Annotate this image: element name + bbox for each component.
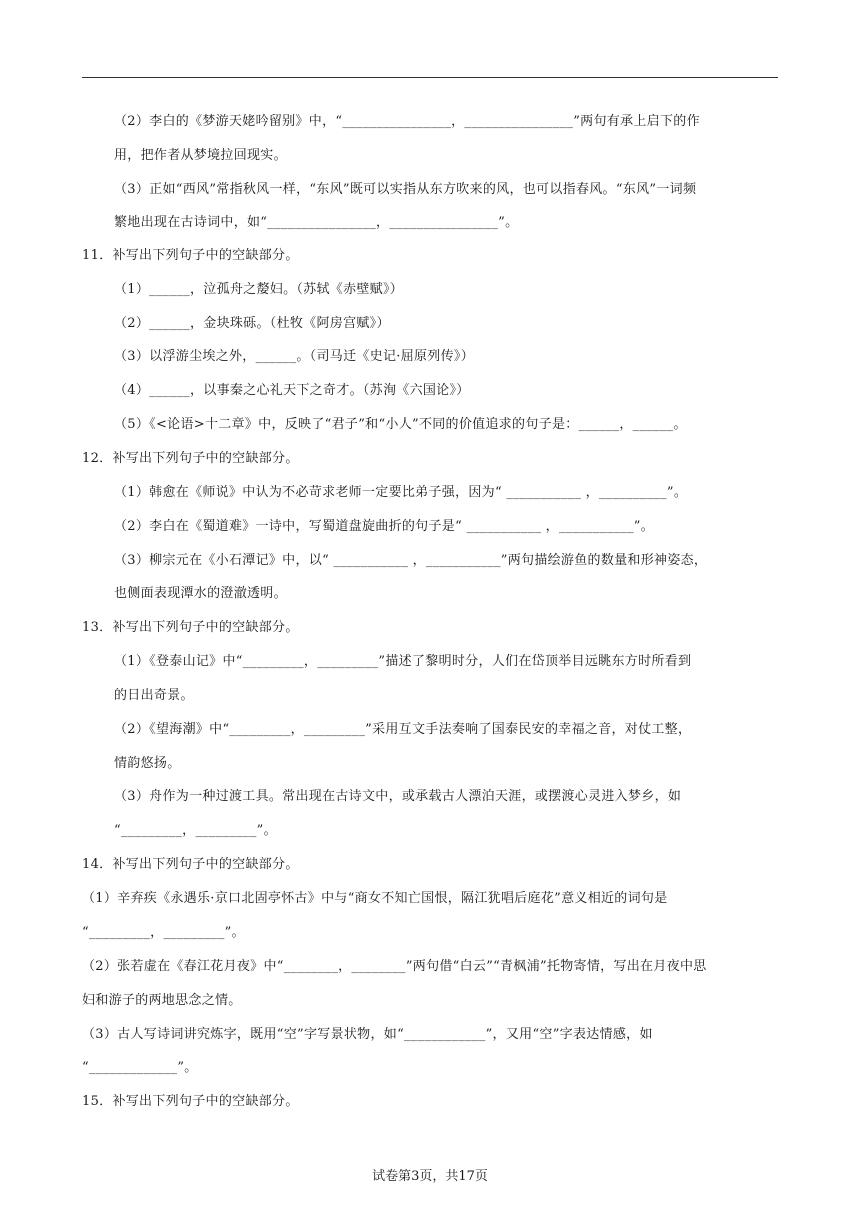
- text-line: （2）______，金块珠砾。（杜牧《阿房宫赋》）: [114, 316, 390, 331]
- text-line: （1）《登泰山记》中“_________，_________”描述了黎明时分，人们在岱顶举目远眺东方时所看到: [114, 654, 692, 669]
- text-line: （3）以浮游尘埃之外，______。（司马迁《史记·屈原列传》）: [114, 349, 475, 364]
- text-line: “_________，_________”。: [114, 823, 277, 838]
- text-line: （2）李白的《梦游天姥吟留别》中，“________________，________________”两句有承上启下的作: [114, 114, 700, 129]
- text-line: 繁地出现在古诗词中，如“________________，________________”。: [114, 215, 519, 230]
- text-line: （3）古人写诗词讲究炼字，既用“空”字写景状物，如“____________”，又用“空”字表达情感，如: [82, 1027, 653, 1042]
- question-heading: 12．补写出下列句子中的空缺部分。: [82, 451, 299, 466]
- text-line: （1）韩愈在《师说》中认为不必苛求老师一定要比弟子强，因为“ ___________ ，__________”。: [114, 485, 688, 500]
- text-line: “_________，_________”。: [82, 925, 245, 940]
- text-line: （1）______，泣孤舟之嫠妇。（苏轼《赤壁赋》）: [114, 282, 404, 297]
- text-line: “_____________”。: [82, 1060, 198, 1075]
- text-line: （1）辛弃疾《永遇乐·京口北固亭怀古》中与“商女不知亡国恨，隔江犹唱后庭花”意义相近的词句是: [82, 891, 668, 906]
- page-footer: 试卷第3页，共17页: [372, 1169, 488, 1184]
- text-line: （3）柳宗元在《小石潭记》中，以“ ___________ ，___________”两句描绘游鱼的数量和形神姿态，: [114, 553, 708, 568]
- text-line: 妇和游子的两地思念之情。: [82, 993, 242, 1008]
- question-heading: 14．补写出下列句子中的空缺部分。: [82, 857, 299, 872]
- question-heading: 15．补写出下列句子中的空缺部分。: [82, 1094, 299, 1109]
- text-line: （5）《<论语>十二章》中，反映了“君子”和“小人”不同的价值追求的句子是：______，______。: [114, 417, 687, 432]
- text-line: 情韵悠扬。: [114, 756, 181, 771]
- question-heading: 13．补写出下列句子中的空缺部分。: [82, 620, 299, 635]
- text-line: （3）正如“西风”常指秋风一样，“东风”既可以实指从东方吹来的风，也可以指春风。“东风”一词频: [114, 182, 697, 197]
- text-line: （4）______，以事秦之心礼天下之奇才。（苏洵《六国论》）: [114, 383, 470, 398]
- text-line: （3）舟作为一种过渡工具。常出现在古诗文中，或承载古人漂泊天涯，或摆渡心灵进入梦乡，如: [114, 789, 682, 804]
- text-line: 的日出奇景。: [114, 688, 194, 703]
- text-line: （2）李白在《蜀道难》一诗中，写蜀道盘旋曲折的句子是“ ___________ ，___________”。: [114, 519, 655, 534]
- question-heading: 11．补写出下列句子中的空缺部分。: [82, 248, 299, 263]
- text-line: （2）《望海潮》中“_________，_________”采用互文手法奏响了国泰民安的幸福之音，对仗工整，: [114, 722, 692, 737]
- text-line: 也侧面表现潭水的澄澈透明。: [114, 586, 287, 601]
- text-line: 用，把作者从梦境拉回现实。: [114, 148, 287, 163]
- text-line: （2）张若虚在《春江花月夜》中“________，________”两句借“白云”“青枫浦”托物寄情，写出在月夜中思: [82, 959, 707, 974]
- header-rule: [82, 77, 778, 78]
